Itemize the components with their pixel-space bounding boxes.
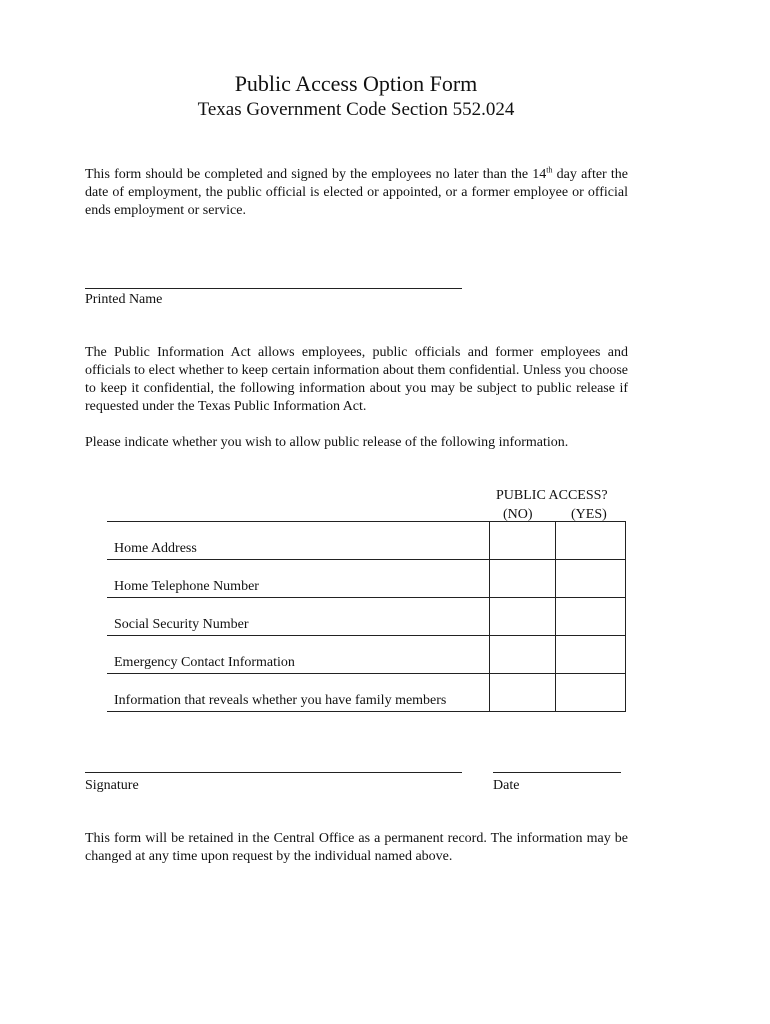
ssn-no-checkbox[interactable]: [489, 598, 555, 636]
table-row: [107, 636, 626, 674]
printed-name-label: Printed Name: [85, 292, 163, 307]
emergency-contact-yes-checkbox[interactable]: [555, 636, 625, 674]
public-access-header: PUBLIC ACCESS?: [496, 488, 608, 503]
public-access-table: [107, 521, 626, 712]
item-label: Emergency Contact Information: [107, 636, 489, 674]
signature-label: Signature: [85, 778, 139, 793]
item-label: Home Telephone Number: [107, 560, 489, 598]
ssn-yes-checkbox[interactable]: [555, 598, 625, 636]
family-members-yes-checkbox[interactable]: [555, 674, 625, 712]
signature-line[interactable]: [85, 772, 462, 773]
item-label: Social Security Number: [107, 598, 489, 636]
intro-superscript: th: [546, 165, 553, 175]
item-label: Home Address: [107, 522, 489, 560]
table-row: [107, 674, 626, 712]
footer-paragraph: This form will be retained in the Central Office as a permanent record. The information may be changed at any time upon request by the individual named above.: [85, 831, 628, 864]
table-row: [107, 522, 626, 560]
form-subtitle: Texas Government Code Section 552.024: [197, 99, 515, 120]
form-title: Public Access Option Form: [234, 71, 478, 96]
table-row: [107, 598, 626, 636]
emergency-contact-no-checkbox[interactable]: [489, 636, 555, 674]
act-paragraph: The Public Information Act allows employees, public officials and former employees and officials to elect whether to keep certain information about them confidential. Unless you choose to keep it confidential, the following information about you may be subject to public release if requested under the Texas Public Information Act.: [85, 345, 628, 414]
date-label: Date: [493, 778, 520, 793]
family-members-no-checkbox[interactable]: [489, 674, 555, 712]
home-telephone-no-checkbox[interactable]: [489, 560, 555, 598]
home-address-yes-checkbox[interactable]: [555, 522, 625, 560]
date-line[interactable]: [493, 772, 621, 773]
home-telephone-yes-checkbox[interactable]: [555, 560, 625, 598]
intro-text-start: This form should be completed and signed by the employees no later than the 14: [85, 167, 547, 182]
table-row: [107, 560, 626, 598]
item-label: Information that reveals whether you have family members: [107, 674, 489, 712]
printed-name-line[interactable]: [85, 288, 462, 289]
indicate-paragraph: Please indicate whether you wish to allow public release of the following information.: [85, 435, 569, 450]
home-address-no-checkbox[interactable]: [489, 522, 555, 560]
intro-paragraph: [85, 166, 628, 220]
no-column-label: (NO): [503, 507, 533, 522]
intro-text-end: day after the date of employment, the public official is elected or appointed, or a former employee or official ends employment or service.: [85, 167, 628, 218]
yes-column-label: (YES): [571, 507, 607, 522]
